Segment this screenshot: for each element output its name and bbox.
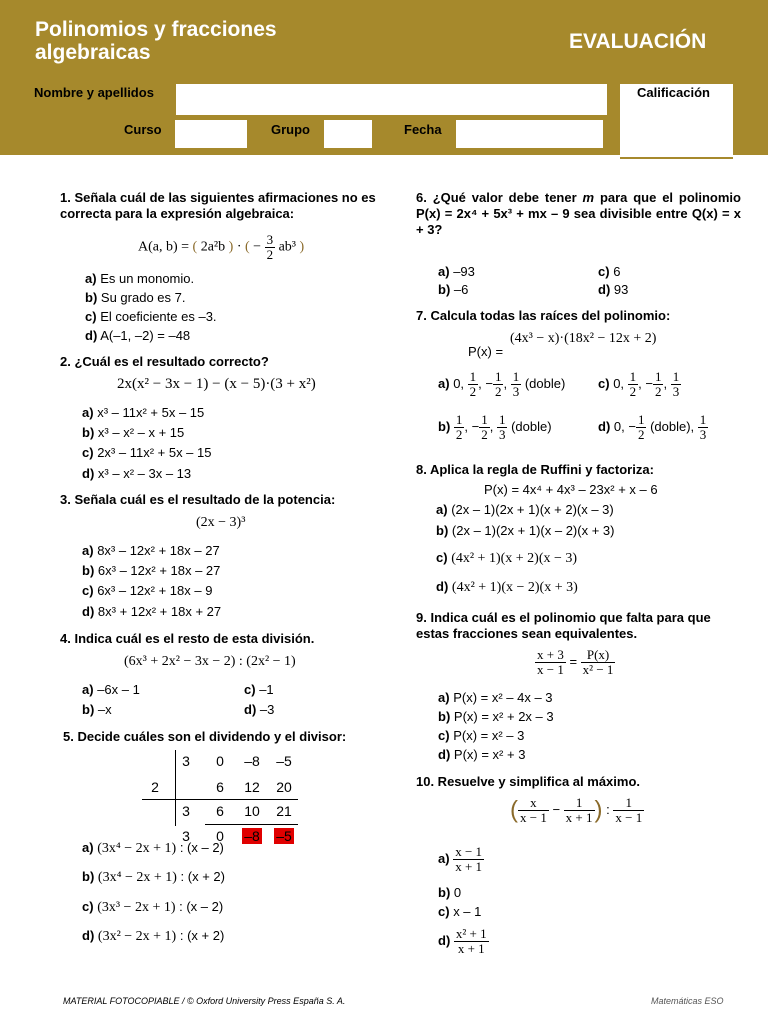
ruffini-cell: 6 [216, 779, 224, 795]
q3-option-b[interactable]: b) 6x³ – 12x² + 18x – 27 [82, 563, 221, 578]
q7-option-b[interactable]: b) $\frac{1}{2}$ , − $\frac{1}{2}$ , $\frac{1}{3}$ (doble) [438, 412, 552, 442]
q1-formula: A(a, b) = ( 2a²b ) · ( − $\frac{3}{2}$ ab³ ) [138, 232, 305, 262]
q9-option-c[interactable]: c) P(x) = x² – 3 [438, 728, 525, 743]
ruffini-cell: 12 [244, 779, 260, 795]
ruffini-vertical-line [175, 750, 176, 826]
q6-option-b[interactable]: b) –6 [438, 282, 469, 297]
q10-option-a[interactable]: a) $\frac{x - 1}{x + 1}$ [438, 844, 483, 874]
q4-option-c[interactable]: c) –1 [244, 682, 274, 697]
q8-formula: P(x) = 4x⁴ + 4x³ – 23x² + x – 6 [484, 482, 658, 497]
ruffini-cell: 21 [276, 803, 292, 819]
course-field[interactable] [175, 120, 247, 148]
ruffini-cell: 3 [182, 753, 190, 769]
name-field[interactable] [176, 84, 607, 115]
ruffini-cell-highlight: –5 [274, 828, 294, 844]
q9-option-d[interactable]: d) P(x) = x² + 3 [438, 747, 526, 762]
q3-option-c[interactable]: c) 6x³ – 12x² + 18x – 9 [82, 583, 213, 598]
footer-copyright: MATERIAL FOTOCOPIABLE / © Oxford University Press España S. A. [63, 996, 346, 1006]
q1-option-c[interactable]: c) El coeficiente es –3. [85, 309, 217, 324]
q10-option-c[interactable]: c) x – 1 [438, 904, 482, 919]
q4-stem: 4. Indica cuál es el resto de esta división. [60, 631, 315, 646]
ruffini-cell: 6 [216, 803, 224, 819]
q8-option-b[interactable]: b) (2x – 1)(2x + 1)(x – 2)(x + 3) [436, 523, 615, 538]
ruffini-cell: –8 [244, 753, 260, 769]
ruffini-horizontal-line [142, 799, 298, 800]
q2-formula: 2x(x² − 3x − 1) − (x − 5)·(3 + x²) [117, 376, 316, 392]
q3-option-a[interactable]: a) 8x³ – 12x² + 18x – 27 [82, 543, 220, 558]
q8-option-a[interactable]: a) (2x – 1)(2x + 1)(x + 2)(x – 3) [436, 502, 614, 517]
ruffini-cell: 0 [216, 828, 224, 844]
footer-subject: Matemáticas ESO [651, 996, 724, 1006]
q7-option-d[interactable]: d) 0, − $\frac{1}{2}$ (doble), $\frac{1}{3}$ [598, 412, 707, 442]
page-title: Polinomios y fracciones algebraicas [35, 18, 277, 64]
q6-option-a[interactable]: a) –93 [438, 264, 475, 279]
q3-option-d[interactable]: d) 8x³ + 12x² + 18x + 27 [82, 604, 222, 619]
q6-stem: 6. ¿Qué valor debe tener m para que el polinomio P(x) = 2x⁴ + 5x³ + mx – 9 sea divisible entre Q(x) = x + 3? [416, 190, 741, 237]
ruffini-cell: –5 [276, 753, 292, 769]
q7-option-c[interactable]: c) 0, $\frac{1}{2}$ , − $\frac{1}{2}$ , $\frac{1}{3}$ [598, 369, 680, 399]
q10-option-b[interactable]: b) 0 [438, 885, 462, 900]
q5-option-a[interactable]: a) (3x⁴ − 2x + 1) : (x – 2) [82, 840, 224, 856]
date-field[interactable] [456, 120, 603, 148]
ruffini-cell: 0 [216, 753, 224, 769]
course-label: Curso [124, 122, 162, 137]
q6-option-c[interactable]: c) 6 [598, 264, 621, 279]
ruffini-cell: 10 [244, 803, 260, 819]
q9-stem: 9. Indica cuál es el polinomio que falta para que estas fracciones sean equivalentes. [416, 610, 711, 641]
q5-stem: 5. Decide cuáles son el dividendo y el divisor: [63, 729, 347, 744]
q4-option-d[interactable]: d) –3 [244, 702, 275, 717]
q8-stem: 8. Aplica la regla de Ruffini y factoriza: [416, 462, 654, 477]
q10-stem: 10. Resuelve y simplifica al máximo. [416, 774, 641, 789]
q2-option-b[interactable]: b) x³ – x² – x + 15 [82, 425, 185, 440]
ruffini-cell: 20 [276, 779, 292, 795]
ruffini-result-line [205, 824, 298, 825]
name-label: Nombre y apellidos [34, 85, 154, 100]
q8-option-c[interactable]: c) (4x² + 1)(x + 2)(x − 3) [436, 550, 578, 566]
group-field[interactable] [324, 120, 372, 148]
q1-stem: 1. Señala cuál de las siguientes afirmaciones no es correcta para la expresión algebraica: [60, 190, 376, 221]
q7-stem: 7. Calcula todas las raíces del polinomio: [416, 308, 671, 323]
q1-option-d[interactable]: d) A(–1, –2) = –48 [85, 328, 191, 343]
q2-option-d[interactable]: d) x³ – x² – 3x – 13 [82, 466, 192, 481]
q3-formula: (2x − 3)³ [196, 515, 246, 530]
ruffini-divisor: 2 [151, 779, 159, 795]
q8-option-d[interactable]: d) (4x² + 1)(x − 2)(x + 3) [436, 579, 578, 595]
q10-formula: ( $\frac{x}{x - 1}$ − $\frac{1}{x + 1}$ ) : $\frac{1}{x - 1}$ [510, 795, 643, 825]
q1-option-a[interactable]: a) Es un monomio. [85, 271, 195, 286]
q7-option-a[interactable]: a) 0, $\frac{1}{2}$ , − $\frac{1}{2}$ , $\frac{1}{3}$ (doble) [438, 369, 566, 399]
grade-label: Calificación [637, 85, 710, 100]
evaluation-label: EVALUACIÓN [569, 30, 707, 53]
q7-formula: (4x³ − x)·(18x² − 12x + 2) [510, 331, 657, 346]
q9-option-b[interactable]: b) P(x) = x² + 2x – 3 [438, 709, 554, 724]
q9-option-a[interactable]: a) P(x) = x² – 4x – 3 [438, 690, 553, 705]
q3-stem: 3. Señala cuál es el resultado de la potencia: [60, 492, 336, 507]
q9-formula: $\frac{x + 3}{x - 1}$ = $\frac{P(x)}{\text{x² − 1}}$ [537, 647, 614, 677]
q2-stem: 2. ¿Cuál es el resultado correcto? [60, 354, 269, 369]
q4-option-a[interactable]: a) –6x – 1 [82, 682, 140, 697]
q5-option-b[interactable]: b) (3x⁴ − 2x + 1) : (x + 2) [82, 869, 225, 885]
ruffini-cell: 3 [182, 803, 190, 819]
q7-px-label: P(x) = [468, 344, 504, 359]
q2-option-c[interactable]: c) 2x³ – 11x² + 5x – 15 [82, 445, 212, 460]
ruffini-cell: 3 [182, 828, 190, 844]
q5-option-d[interactable]: d) (3x² − 2x + 1) : (x + 2) [82, 928, 225, 944]
q2-option-a[interactable]: a) x³ – 11x² + 5x – 15 [82, 405, 205, 420]
group-label: Grupo [271, 122, 310, 137]
q5-option-c[interactable]: c) (3x³ − 2x + 1) : (x – 2) [82, 899, 224, 915]
q6-option-d[interactable]: d) 93 [598, 282, 629, 297]
q4-option-b[interactable]: b) –x [82, 702, 112, 717]
date-label: Fecha [404, 122, 442, 137]
q1-option-b[interactable]: b) Su grado es 7. [85, 290, 186, 305]
q10-option-d[interactable]: d) $\frac{\text{x² + 1}}{x + 1}$ [438, 926, 487, 956]
q4-formula: (6x³ + 2x² − 3x − 2) : (2x² − 1) [124, 654, 296, 669]
ruffini-cell-highlight: –8 [242, 828, 262, 844]
